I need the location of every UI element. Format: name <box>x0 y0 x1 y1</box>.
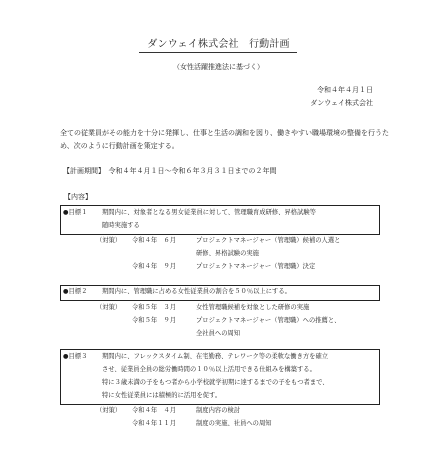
intro-paragraph: 全ての従業員がその能力を十分に発揮し、仕事と生活の調和を図り、働きやすい職場環境の整備を行うため、次のように行動計画を策定する。 <box>60 129 389 150</box>
title-underline <box>139 52 297 53</box>
measure-date: 令和５年 ３月 <box>132 304 177 311</box>
goal-3-line: させ、従業員全員の総労働時間の１０％以上活用できる仕組みを構築する。 <box>102 366 316 373</box>
goal-3-measures-label: （対策） <box>96 407 122 414</box>
content-header: 【内容】 <box>64 193 92 201</box>
goal-1-line: 期間内に、対象者となる男女従業員に対して、管理職育成研修、昇格試験等 <box>102 209 316 216</box>
page-subtitle: （女性活躍推進法に基づく） <box>173 63 264 71</box>
goal-3-line: 期間内に、フレックスタイム制、在宅勤務、テレワーク等の柔軟な働き方を確立 <box>102 353 329 360</box>
goal-2-measures-label: （対策） <box>96 304 122 311</box>
measure-date: 令和４年 ９月 <box>132 263 177 270</box>
page-title: ダンウェイ株式会社 行動計画 <box>147 39 290 50</box>
measure-text: 研修、昇格試験の実施 <box>196 250 259 257</box>
company-name: ダンウェイ株式会社 <box>310 99 373 107</box>
goal-2-label: ●目標２ <box>63 288 88 295</box>
measure-text: プロジェクトマネージャー（管理職）への推薦と、 <box>196 317 341 324</box>
goal-3-line: 特に女性従業員には積極的に活用を促す。 <box>102 392 222 399</box>
goal-3-line: 特に３歳未満の子をもつ者から小学校就学初期に達するまでの子をもつ者まで、 <box>102 379 329 386</box>
measure-date: 令和４年 ４月 <box>132 407 177 414</box>
measure-date: 令和４年 ６月 <box>132 237 177 244</box>
goal-1-label: ●目標１ <box>63 209 88 216</box>
goal-1-line: 随時実施する <box>102 222 140 229</box>
measure-text: プロジェクトマネージャー（管理職）決定 <box>196 263 316 270</box>
goal-1-measures-label: （対策） <box>96 237 122 244</box>
plan-period: 【計画期間】 令和４年４月１日～令和６年３月３１日までの２年間 <box>63 167 277 175</box>
measure-text: 全社員への周知 <box>196 330 241 337</box>
goal-3-label: ●目標３ <box>63 353 88 360</box>
issue-date: 令和４年４月１日 <box>317 86 373 94</box>
goal-2-line: 期間内に、管理職に占める女性従業員の割合を５０％以上にする。 <box>102 288 291 295</box>
measure-text: 制度内容の検討 <box>196 407 241 414</box>
measure-text: 女性管理職候補を対象とした研修の実施 <box>196 304 310 311</box>
measure-text: 制度の実施、社員への周知 <box>196 420 272 427</box>
measure-text: プロジェクトマネージャー（管理職）候補の人選と <box>196 237 341 244</box>
measure-date: 令和４年１１月 <box>132 420 177 427</box>
measure-date: 令和５年 ９月 <box>132 317 177 324</box>
